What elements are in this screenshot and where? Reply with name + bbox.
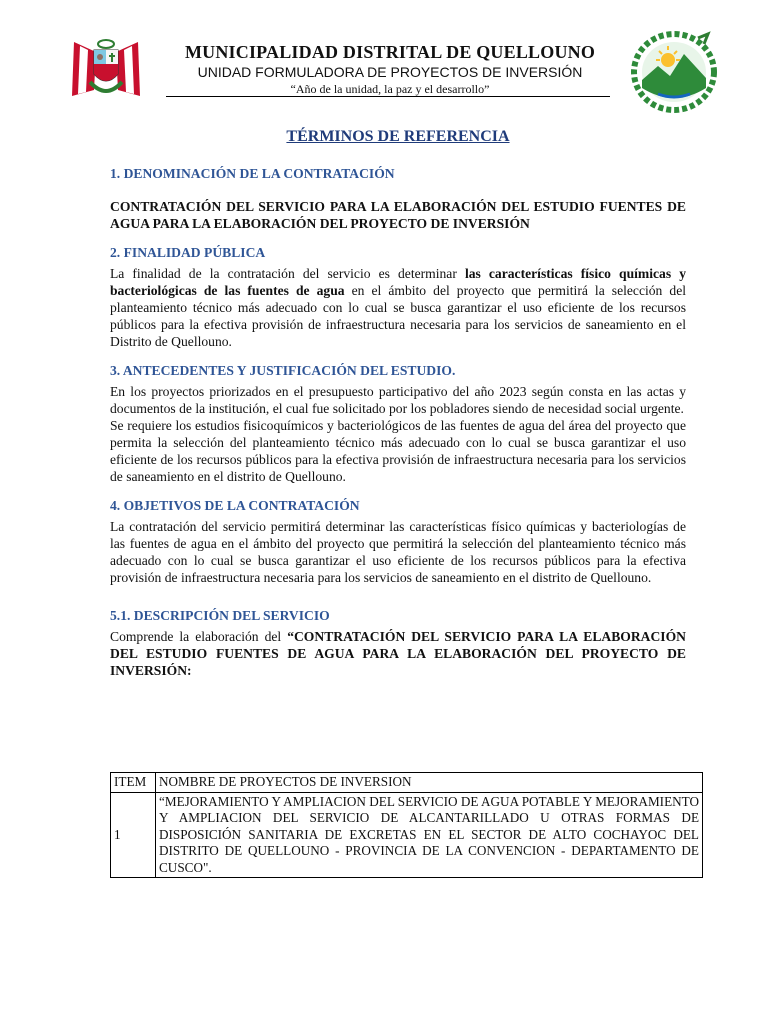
unit-name: UNIDAD FORMULADORA DE PROYECTOS DE INVERSIÓN [197, 64, 583, 80]
section-5-1-heading: 5.1. DESCRIPCIÓN DEL SERVICIO [110, 608, 330, 623]
section-3-heading: 3. ANTECEDENTES Y JUSTIFICACIÓN DEL ESTUDIO. [110, 363, 456, 378]
letterhead [60, 34, 720, 114]
document-body [110, 128, 686, 679]
section-4-paragraph: La contratación del servicio permitirá determinar las características físico químicas y bacteriologías de las fuentes de agua en el ámbito del proyecto que permitirá la selección del planteamiento técnico más adecuado con lo cual se busca garantizar el uso eficiente de los recursos públicos para la efectiva provisión de infraestructura necesaria para los servicios de saneamiento en el distrito de Quellouno. [110, 519, 686, 585]
year-motto: “Año de la unidad, la paz y el desarrollo” [290, 82, 490, 96]
section-4-heading: 4. OBJETIVOS DE LA CONTRATACIÓN [110, 498, 360, 513]
section-5-1-text-bold: “CONTRATACIÓN DEL SERVICIO PARA LA ELABORACIÓN DEL ESTUDIO FUENTES DE AGUA PARA LA ELABORACIÓN DEL PROYECTO DE INVERSIÓN: [110, 629, 686, 678]
section-2-text-end: en el ámbito del proyecto que permitirá la selección del planteamiento técnico más adecuado con lo cual se busca garantizar el uso eficiente de los recursos públicos para la efectiva provisión de infraestructura necesaria para los servicios de saneamiento en el Distrito de Quellouno. [110, 283, 686, 349]
table-header-row [111, 773, 703, 793]
header-item: ITEM [111, 773, 156, 793]
table-row [111, 792, 703, 878]
section-2-text-start: La finalidad de la contratación del servicio es determinar [110, 266, 465, 281]
projects-table [110, 772, 703, 878]
section-2-heading: 2. FINALIDAD PÚBLICA [110, 245, 266, 260]
letterhead-text [168, 42, 612, 97]
row-item-number: 1 [111, 792, 156, 878]
institution-name: MUNICIPALIDAD DISTRITAL DE QUELLOUNO [184, 42, 596, 62]
section-3-paragraph-2: Se requiere los estudios fisicoquímicos y bacteriológicos de las fuentes de agua del área del proyecto que permita la selección del planteamiento técnico más adecuado con lo cual se busca garantizar el uso eficiente de los recursos públicos para la efectiva provisión de infraestructura necesaria para los servicios de saneamiento en el distrito de Quellouno. [110, 418, 686, 484]
section-1-body: CONTRATACIÓN DEL SERVICIO PARA LA ELABORACIÓN DEL ESTUDIO FUENTES DE AGUA PARA LA ELABORACIÓN DEL PROYECTO DE INVERSIÓN [110, 199, 686, 231]
quellouno-municipal-seal-icon [628, 30, 720, 114]
header-rule [166, 96, 610, 97]
row-project-name: “MEJORAMIENTO Y AMPLIACION DEL SERVICIO DE AGUA POTABLE Y MEJORAMIENTO Y AMPLIACION DEL SERVICIO DE ALCANTARILLADO U OTRAS FORMAS DE DISPOSICIÓN SANITARIA DE EXCRETAS EN EL SECTOR DE ALTO COCHAYOC DEL DISTRITO DE QUELLOUNO - PROVINCIA DE LA CONVENCION - DEPARTAMENTO DE CUSCO". [156, 792, 703, 878]
section-3-paragraph-1: En los proyectos priorizados en el presupuesto participativo del año 2023 según consta en las actas y documentos de la institución, el cual fue solicitado por los pobladores siendo de necesidad social urgente. [110, 384, 686, 416]
peru-coat-of-arms-icon [66, 34, 146, 104]
header-project-name: NOMBRE DE PROYECTOS DE INVERSION [156, 773, 703, 793]
section-5-1-text-start: Comprende la elaboración del [110, 629, 288, 644]
document-title: TÉRMINOS DE REFERENCIA [286, 128, 510, 145]
section-2-text-bold: las características físico químicas y bacteriológicas de las fuentes de agua [110, 266, 686, 298]
section-2-paragraph [110, 265, 686, 350]
section-5-1-paragraph [110, 628, 686, 679]
section-1-heading: 1. DENOMINACIÓN DE LA CONTRATACIÓN [110, 166, 395, 181]
